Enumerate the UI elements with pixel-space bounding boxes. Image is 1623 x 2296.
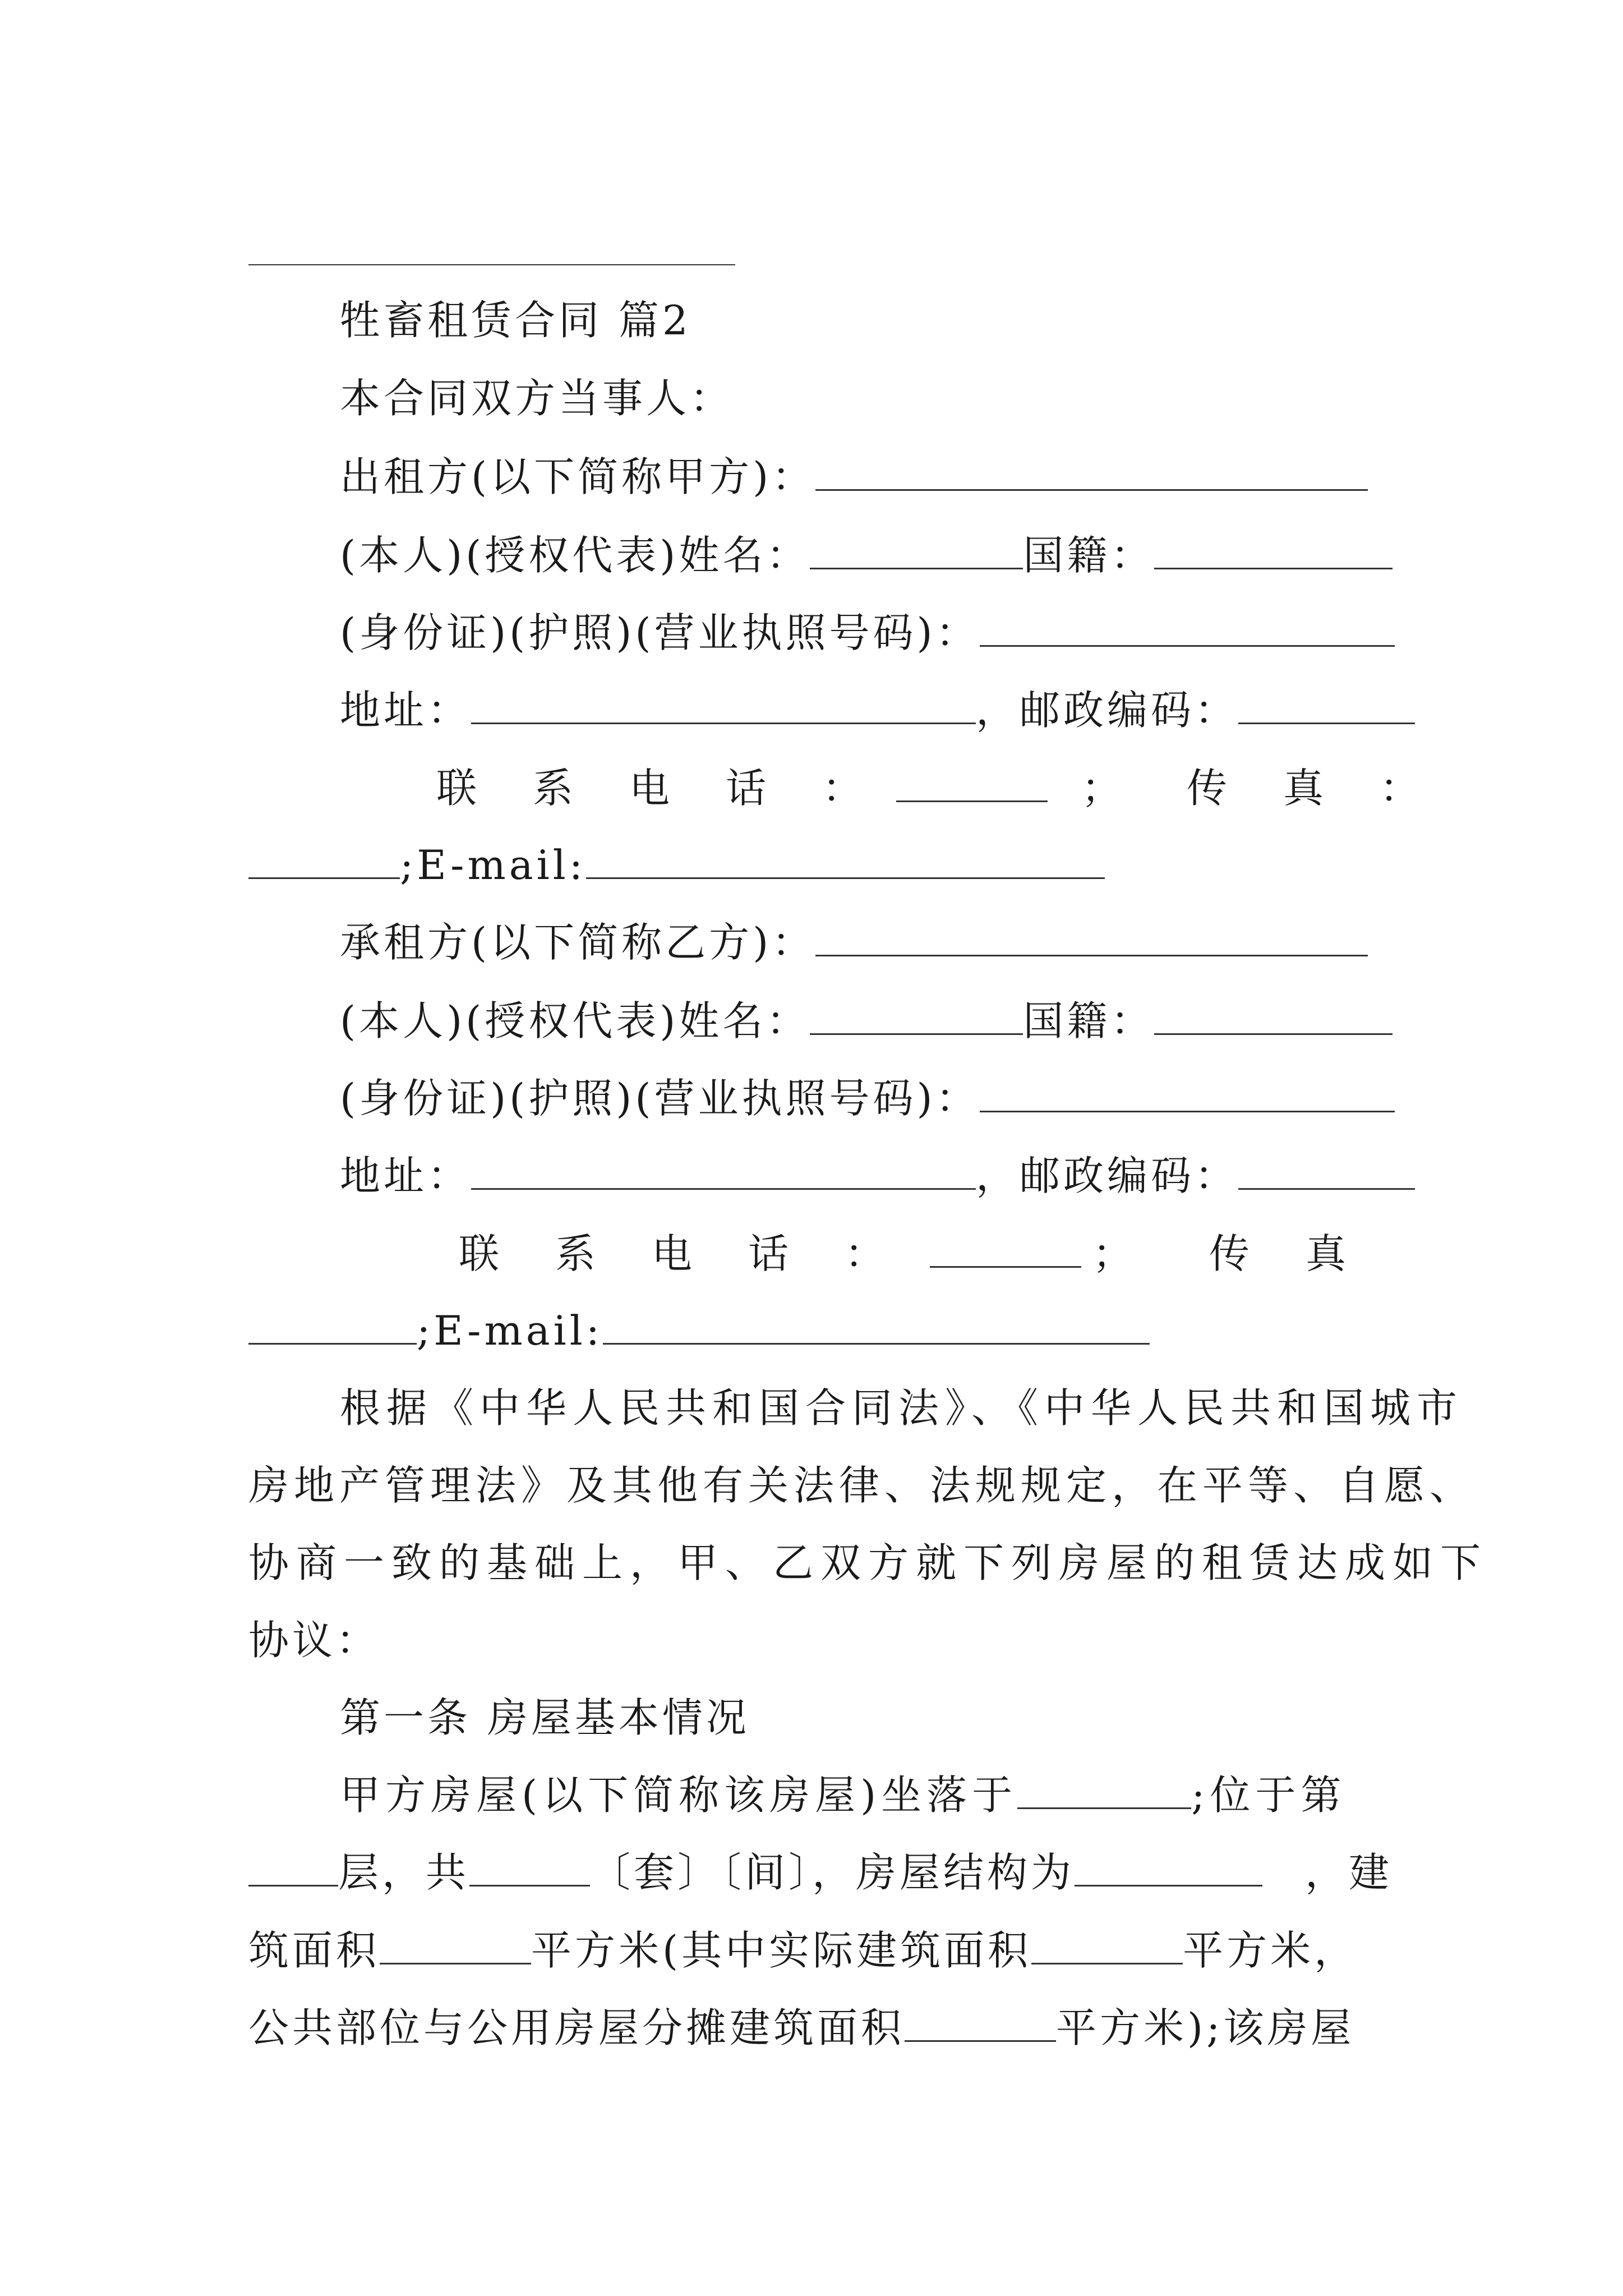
lessee-name-row: (本人)(授权代表)姓名： 国籍： <box>248 987 1393 1055</box>
lessor-nationality-blank[interactable] <box>1154 531 1393 569</box>
lessor-heading-row: 出租方(以下简称甲方)： <box>248 443 1393 510</box>
lessee-address-row: 地址： ，邮政编码： <box>248 1142 1393 1209</box>
lessor-phone-blank[interactable] <box>896 763 1048 802</box>
actual-area-blank[interactable] <box>1031 1926 1183 1964</box>
preamble-line-4: 协议： <box>248 1617 380 1664</box>
lessor-fax-blank[interactable] <box>248 840 400 879</box>
lessee-nationality-blank[interactable] <box>1154 996 1393 1035</box>
location-blank[interactable] <box>1017 1770 1191 1809</box>
preamble-line-2: 房地产管理法》及其他有关法律、法规规定，在平等、自愿、 <box>248 1462 1476 1509</box>
lessor-person-blank[interactable] <box>810 531 1023 569</box>
lessee-postcode-blank[interactable] <box>1238 1151 1415 1190</box>
structure-blank[interactable] <box>1075 1848 1262 1887</box>
building-area-blank[interactable] <box>380 1926 531 1964</box>
lessee-id-row: (身份证)(护照)(营业执照号码)： <box>248 1065 1393 1132</box>
article1-line-2: 层，共 〔套〕〔间〕，房屋结构为 ，建 <box>248 1839 1393 1906</box>
lessor-name-blank[interactable] <box>815 452 1368 491</box>
floor-blank[interactable] <box>248 1848 338 1887</box>
lessee-email-blank[interactable] <box>603 1306 1150 1345</box>
lessee-person-blank[interactable] <box>810 996 1023 1035</box>
lessor-email-row: ;E-mail: <box>248 831 1393 899</box>
units-blank[interactable] <box>469 1848 590 1887</box>
article1-line-4: 公共部位与公用房屋分摊建筑面积 平方米);该房屋 <box>248 2004 1355 2051</box>
lessor-address-row: 地址： ，邮政编码： <box>248 677 1393 744</box>
lessor-contact-row: 联系电话： ； 传真： <box>436 765 1477 812</box>
lessor-address-blank[interactable] <box>471 685 976 724</box>
lessee-email-row: ;E-mail: <box>248 1297 1393 1364</box>
preamble-line-3: 协商一致的基础上，甲、乙双方就下列房屋的租赁达成如下 <box>248 1539 1488 1586</box>
lessee-phone-blank[interactable] <box>930 1229 1081 1268</box>
lessee-id-blank[interactable] <box>980 1074 1395 1112</box>
lessor-postcode-blank[interactable] <box>1238 685 1415 724</box>
lessee-address-blank[interactable] <box>471 1151 976 1190</box>
document-title: 牲畜租赁合同 篇2 <box>340 297 691 344</box>
parties-intro: 本合同双方当事人： <box>340 375 734 422</box>
lessor-email-blank[interactable] <box>586 840 1105 879</box>
lessee-heading-row: 承租方(以下简称乙方)： <box>248 909 1393 976</box>
lessor-id-row: (身份证)(护照)(营业执照号码)： <box>248 599 1393 666</box>
top-rule <box>248 264 735 265</box>
article1-line-3: 筑面积 平方米(其中实际建筑面积 平方米， <box>248 1927 1358 1974</box>
lessor-name-row: (本人)(授权代表)姓名： 国籍： <box>248 522 1393 589</box>
lessee-contact-row: 联系电话： ； 传真 <box>459 1230 1403 1277</box>
shared-area-blank[interactable] <box>905 2003 1056 2042</box>
lessee-fax-blank[interactable] <box>248 1306 417 1345</box>
lessor-id-blank[interactable] <box>980 608 1395 647</box>
lessee-name-blank[interactable] <box>815 918 1368 956</box>
article1-title: 第一条 房屋基本情况 <box>340 1694 750 1741</box>
preamble-line-1: 根据《中华人民共和国合同法》、《中华人民共和国城市 <box>340 1384 1464 1432</box>
article1-line-1: 甲方房屋(以下简称该房屋)坐落于 ;位于第 <box>340 1772 1347 1819</box>
